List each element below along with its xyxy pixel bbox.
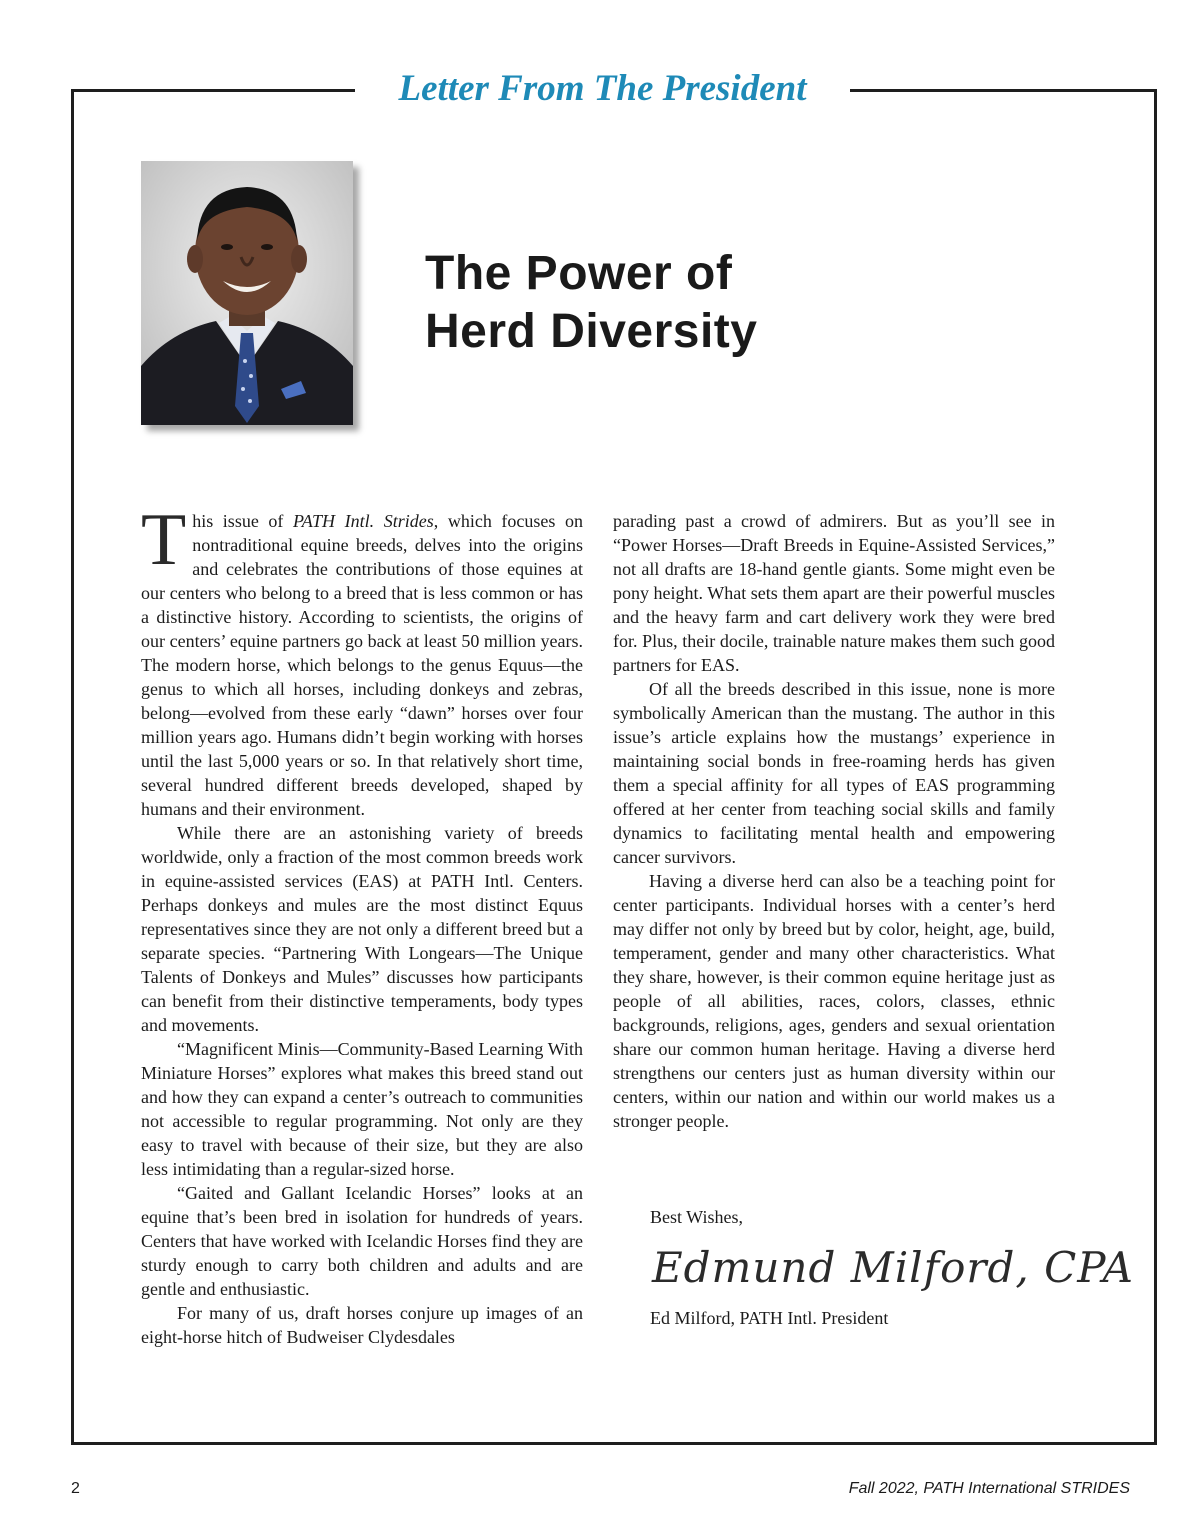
- page-number: 2: [71, 1480, 80, 1497]
- paragraph-1: [141, 499, 584, 821]
- text-column-left: [141, 499, 584, 1349]
- drop-cap: T: [141, 499, 187, 581]
- paragraph-7: Of all the breeds described in this issue, none is more symbolically American than the mustang. The author in this issue’s article explains how the mustangs’ experience in maintaining social bonds in free-roaming herds has given them a special affinity for all types of EAS programming offered at her center from teaching social skills and family dynamics to facilitating mental health and empowering cancer survivors.: [613, 679, 1055, 867]
- text-column-right: [613, 509, 1055, 1133]
- president-portrait: [141, 161, 353, 425]
- paragraph-6: parading past a crowd of admirers. But as you’ll see in “Power Horses—Draft Breeds in Equine-Assisted Services,” not all drafts are 18-hand gentle giants. Some might even be pony height. What sets them apart are their powerful muscles and the heavy farm and cart delivery work they were bred for. Plus, their docile, trainable nature makes them such good partners for EAS.: [613, 511, 1055, 675]
- handwritten-signature: [650, 1238, 1134, 1298]
- section-title: Letter From The President: [398, 68, 807, 109]
- portrait-illustration: [141, 161, 353, 425]
- paragraph-4: “Gaited and Gallant Icelandic Horses” looks at an equine that’s been bred in isolation for hundreds of years. Centers that have worked with Icelandic Horses find they are sturdy enough to carry both children and adults and are gentle and enthusiastic.: [141, 1183, 583, 1299]
- article-title: [425, 245, 845, 361]
- paragraph-1-text-b: , which focuses on nontraditional equine breeds, delves into the origins and celebrates the contributions of those equines at our centers who belong to a breed that is less common or has a distinctive history. According to scientists, the origins of our centers’ equine partners go back at least 50 million years. The modern horse, which belongs to the genus Equus—the genus to which all horses, including donkeys and zebras, belong—evolved from these early “dawn” horses over four million years ago. Humans didn’t begin working with horses until the last 5,000 years or so. In that relatively short time, several hundred different breeds developed, shaped by humans and their environment.: [141, 511, 584, 819]
- article-title-line-1: The Power of: [425, 247, 733, 300]
- running-footer: Fall 2022, PATH International STRIDES: [848, 1480, 1130, 1497]
- paragraph-8: Having a diverse herd can also be a teaching point for center participants. Individual horses with a center’s herd may differ not only by breed but by color, height, age, build, temperament, gender and many other characteristics. What they share, however, is their common equine heritage just as people of all abilities, races, colors, classes, ethnic backgrounds, religions, ages, genders and sexual orientation share our common human heritage. Having a diverse herd strengthens our centers just as human diversity within our centers, within our nation and within our world makes us a stronger people.: [613, 871, 1055, 1131]
- signer-name: Ed Milford, PATH Intl. President: [650, 1308, 889, 1328]
- paragraph-5: For many of us, draft horses conjure up images of an eight-horse hitch of Budweiser Clydesdales: [141, 1303, 583, 1347]
- paragraph-1-text-a: his issue of: [192, 511, 294, 531]
- closing-salutation: Best Wishes,: [650, 1207, 743, 1227]
- article-title-line-2: Herd Diversity: [425, 305, 758, 358]
- magazine-name: PATH Intl. Strides: [293, 511, 434, 531]
- svg-text:Edmund Milford, CPA: Edmund Milford, CPA: [652, 1243, 1134, 1292]
- paragraph-3: “Magnificent Minis—Community-Based Learning With Miniature Horses” explores what makes this breed stand out and how they can expand a center’s outreach to communities not accessible to regular programming. Not only are they easy to travel with because of their size, but they are also less intimidating than a regular-sized horse.: [141, 1039, 583, 1179]
- paragraph-2: While there are an astonishing variety of breeds worldwide, only a fraction of the most common breeds work in equine-assisted services (EAS) at PATH Intl. Centers. Perhaps donkeys and mules are the most distinct Equus representatives since they are not only a different breed but a separate species. “Partnering With Longears—The Unique Talents of Donkeys and Mules” discusses how participants can benefit from their distinctive temperaments, body types and movements.: [141, 823, 583, 1035]
